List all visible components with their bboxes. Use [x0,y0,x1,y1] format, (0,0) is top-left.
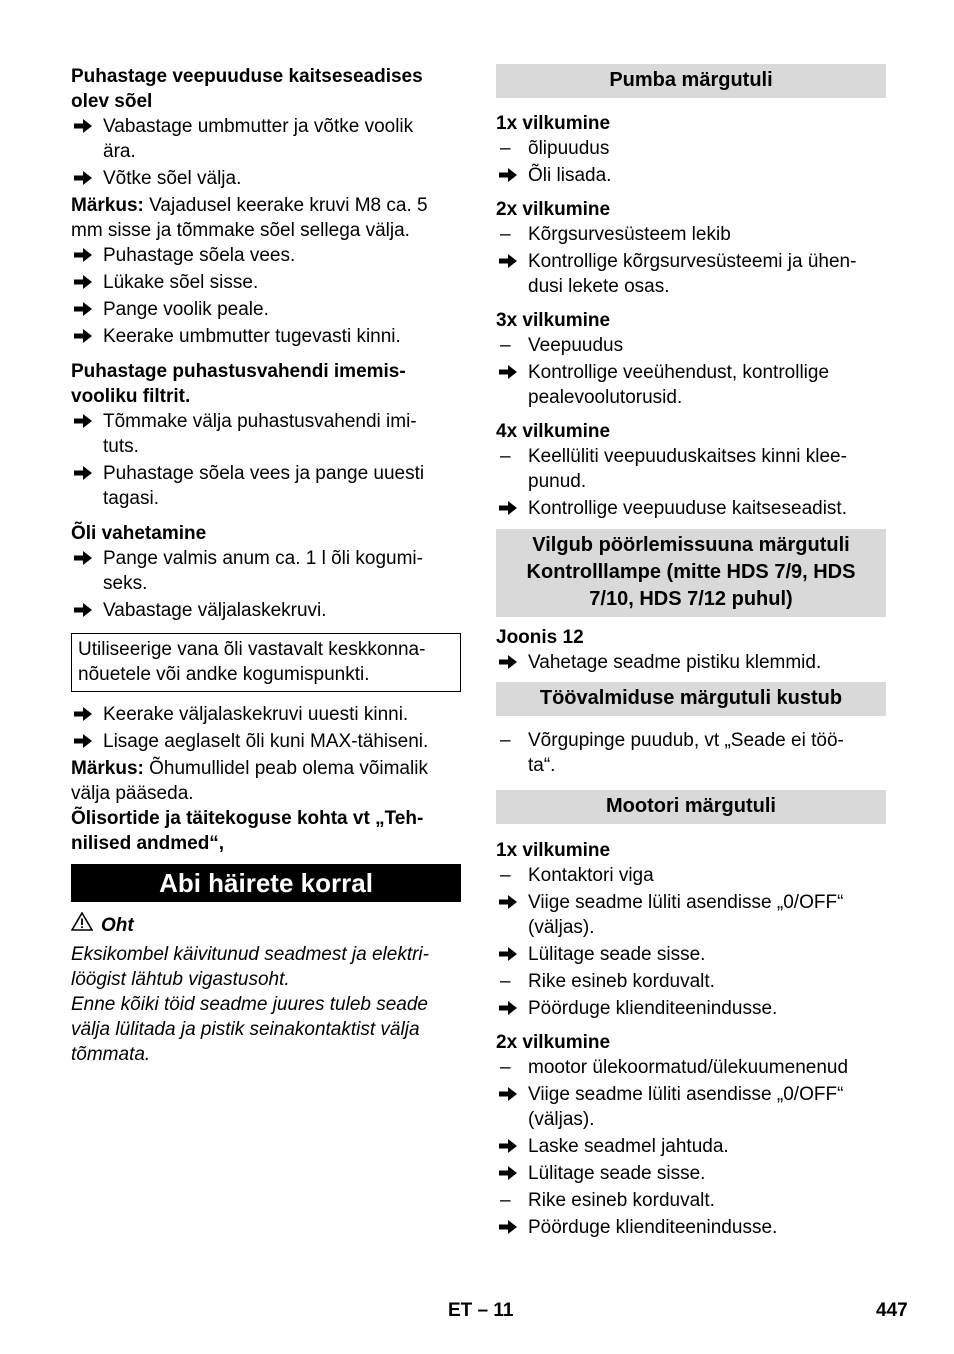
note-label: Märkus: [71,758,144,779]
cause-item [496,863,886,888]
item-text: pealevoolutorusid. [528,387,683,408]
bar-line: Vilgub pöörlemissuuna märgutuli [532,534,850,556]
item-text: Võrgupinge puudub, vt „Seade ei töö- [528,730,844,751]
item-text: Pange valmis anum ca. 1 l õli kogumi- [103,548,423,569]
cause-item [496,1188,886,1213]
blink-heading: 1x vilkumine [496,840,611,861]
arrow-right-icon [499,1161,521,1181]
arrow-right-icon [499,1082,521,1102]
arrow-right-icon [74,598,96,618]
item-text: Veepuudus [528,335,624,356]
dash-marker: – [500,138,511,159]
dash-marker: – [500,224,511,245]
item-text: Kontrollige veeühendust, kontrollige [528,362,830,383]
action-item [496,890,886,940]
item-text: Puhastage sõela vees. [103,245,296,266]
arrow-right-icon [499,942,521,962]
reference-line: Õlisortide ja täitekoguse kohta vt „Teh- [71,808,424,829]
item-text: Viige seadme lüliti asendisse „0/OFF“ [528,1084,844,1105]
right-column [496,64,886,1242]
action-item [496,1082,886,1132]
section-heading-filter [71,359,461,409]
warning-line: tõmmata. [71,1044,151,1065]
item-text: Keerake umbmutter tugevasti kinni. [103,326,401,347]
note-text: mm sisse ja tõmmake sõel sellega välja. [71,220,410,241]
action-item [71,729,461,754]
item-text: (väljas). [528,1109,595,1130]
arrow-right-icon [74,409,96,429]
warning-line: Enne kõiki töid seadme juures tuleb seade [71,994,429,1015]
item-text: Võtke sõel välja. [103,168,242,189]
item-text: ta“. [528,755,556,776]
dash-marker: – [500,1190,511,1211]
chapter-heading: Abi häirete korral [71,864,461,902]
action-item [496,1134,886,1159]
item-text: Keellüliti veepuuduskaitses kinni klee- [528,446,847,467]
arrow-right-icon [74,461,96,481]
arrow-right-icon [74,114,96,134]
action-item [71,598,461,623]
section-bar-motor: Mootori märgutuli [496,790,886,824]
action-item [496,496,886,521]
action-item [496,996,886,1021]
action-item [496,163,886,188]
warning-text [71,942,461,1067]
cause-item [496,1055,886,1080]
cause-item [496,222,886,247]
blink-heading: 1x vilkumine [496,113,611,134]
item-text: Kontaktori viga [528,865,654,886]
arrow-right-icon [499,1134,521,1154]
arrow-right-icon [74,729,96,749]
item-text: Laske seadmel jahtuda. [528,1136,729,1157]
action-item [71,324,461,349]
notice-text: Utiliseerige vana õli vastavalt keskkonna- [78,639,426,660]
action-item [71,546,461,596]
warning-triangle-icon [71,912,93,938]
footer-language-page: ET – 11 [448,1300,514,1321]
cause-item [496,728,886,778]
section-bar-ready: Töövalmiduse märgutuli kustub [496,682,886,716]
item-text: Vahetage seadme pistiku klemmid. [528,652,822,673]
bar-line: Kontrolllampe (mitte HDS 7/9, HDS [526,561,856,583]
item-text: Pöörduge klienditeenindusse. [528,1217,778,1238]
left-column [71,64,461,1067]
item-text: õlipuudus [528,138,610,159]
note-paragraph [71,193,461,243]
cause-item [496,444,886,494]
action-item [71,114,461,164]
section-heading-oil: Õli vahetamine [71,523,207,544]
action-item [496,249,886,299]
note-paragraph [71,756,461,806]
dash-marker: – [500,1057,511,1078]
item-text: dusi lekete osas. [528,276,670,297]
section-heading-sieve [71,64,461,114]
action-item [71,243,461,268]
item-text: Kontrollige kõrgsurvesüsteemi ja ühen- [528,251,857,272]
arrow-right-icon [499,496,521,516]
arrow-right-icon [74,702,96,722]
item-text: Vabastage väljalaskekruvi. [103,600,327,621]
cause-item [496,969,886,994]
note-text: välja pääseda. [71,783,194,804]
dash-marker: – [500,730,511,751]
arrow-right-icon [74,243,96,263]
item-text: Puhastage sõela vees ja pange uuesti [103,463,425,484]
action-item [71,297,461,322]
warning-line: Eksikombel käivitunud seadmest ja elektri- [71,944,429,965]
arrow-right-icon [499,249,521,269]
dash-marker: – [500,335,511,356]
arrow-right-icon [499,890,521,910]
blink-heading: 2x vilkumine [496,1032,611,1053]
action-item [71,461,461,511]
warning-line: löögist lähtub vigastusoht. [71,969,290,990]
action-item [71,270,461,295]
arrow-right-icon [74,166,96,186]
section-bar-pump: Pumba märgutuli [496,64,886,98]
cause-item [496,333,886,358]
item-text: Pange voolik peale. [103,299,269,320]
heading-line: vooliku filtrit. [71,386,191,407]
arrow-right-icon [499,996,521,1016]
action-item [496,360,886,410]
blink-heading: 3x vilkumine [496,310,611,331]
arrow-right-icon [499,163,521,183]
action-item [496,1215,886,1240]
arrow-right-icon [74,546,96,566]
item-text: tagasi. [103,488,159,509]
figure-heading: Joonis 12 [496,627,584,648]
arrow-right-icon [74,270,96,290]
item-text: Tõmmake välja puhastusvahendi imi- [103,411,417,432]
arrow-right-icon [74,297,96,317]
item-text: Lükake sõel sisse. [103,272,259,293]
item-text: Rike esineb korduvalt. [528,971,715,992]
action-item [71,409,461,459]
item-text: Lülitage seade sisse. [528,944,706,965]
section-bar-rotation [496,529,886,617]
warning-line: välja lülitada ja pistik seinakontaktist välja [71,1019,420,1040]
action-item [71,702,461,727]
item-text: Viige seadme lüliti asendisse „0/OFF“ [528,892,844,913]
arrow-right-icon [499,1215,521,1235]
note-text: Õhumullidel peab olema võimalik [143,758,428,779]
heading-line: Puhastage veepuuduse kaitseseadises [71,66,423,87]
item-text: mootor ülekoormatud/ülekuumenenud [528,1057,849,1078]
item-text: Vabastage umbmutter ja võtke voolik [103,116,414,137]
action-item [496,1161,886,1186]
action-item [496,942,886,967]
dash-marker: – [500,865,511,886]
environment-notice-box [71,633,461,692]
dash-marker: – [500,971,511,992]
item-text: Keerake väljalaskekruvi uuesti kinni. [103,704,409,725]
item-text: Pöörduge klienditeenindusse. [528,998,778,1019]
warning-heading [71,912,461,938]
item-text: Lülitage seade sisse. [528,1163,706,1184]
arrow-right-icon [499,650,521,670]
arrow-right-icon [74,324,96,344]
reference-line: nilised andmed“, [71,833,225,854]
note-text: Vajadusel keerake kruvi M8 ca. 5 [143,195,428,216]
arrow-right-icon [499,360,521,380]
heading-line: Puhastage puhastusvahendi imemis- [71,361,406,382]
item-text: Rike esineb korduvalt. [528,1190,715,1211]
item-text: tuts. [103,436,139,457]
blink-heading: 4x vilkumine [496,421,611,442]
item-text: Kontrollige veepuuduse kaitseseadist. [528,498,847,519]
item-text: punud. [528,471,587,492]
bar-line: 7/10, HDS 7/12 puhul) [589,588,793,610]
action-item [496,650,886,675]
item-text: Lisage aeglaselt õli kuni MAX-tähiseni. [103,731,429,752]
notice-text: nõuetele või andke kogumispunkti. [78,664,370,685]
warning-label: Oht [101,914,134,936]
note-label: Märkus: [71,195,144,216]
item-text: seks. [103,573,148,594]
oil-reference [71,806,461,856]
item-text: (väljas). [528,917,595,938]
cause-item [496,136,886,161]
action-item [71,166,461,191]
item-text: ära. [103,141,136,162]
item-text: Kõrgsurvesüsteem lekib [528,224,731,245]
dash-marker: – [500,446,511,467]
blink-heading: 2x vilkumine [496,199,611,220]
item-text: Õli lisada. [528,165,612,186]
footer-page-number: 447 [876,1300,908,1321]
heading-line: olev sõel [71,91,153,112]
